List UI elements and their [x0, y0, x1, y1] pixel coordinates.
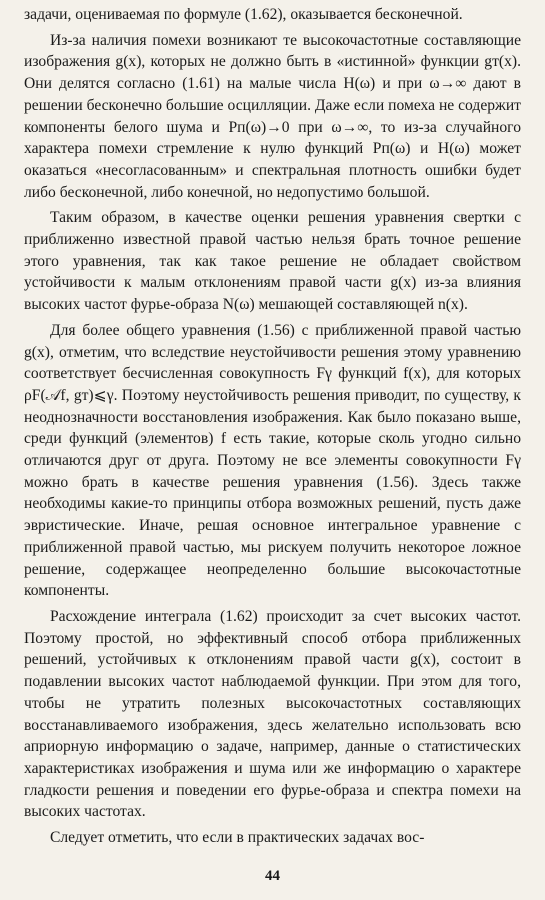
- page-number: 44: [265, 868, 280, 884]
- paragraph-5: Расхождение интеграла (1.62) происходит за счет высоких частот. Поэтому простой, но эффективный способ отбора приближенных решений, устойчивых к отклонениям правой части g(x), состоит в подавлении высоких частот наблюдаемой функции. При этом для того, чтобы не утратить полезных высокочастотных составляющих восстанавливаемого изображения, здесь желательно использовать всю априорную информацию о задаче, например, данные о статистических характеристиках изображения и шума или же информацию о характере гладкости решения и поведении его фурье-образа и спектра помехи на высоких частотах.: [24, 607, 521, 821]
- paragraph-1: задачи, оцениваемая по формуле (1.62), оказывается бесконечной.: [24, 6, 463, 23]
- paragraph-4: Для более общего уравнения (1.56) с приближенной правой частью g(x), отметим, что вследствие неустойчивости решения этому уравнению соответствует бесчисленная совокупность Fγ функций f(x), для которых ρF(𝒜f, gт)⩽γ. Поэтому неустойчивость решения приводит, по существу, к неоднозначности восстановления изображения. Как было показано выше, среди функций (элементов) f есть такие, которые сколь угодно сильно отличаются друг от друга. Поэтому не все элементы совокупности Fγ можно брать в качестве решения уравнения (1.56). Здесь также необходимы какие-то принципы отбора возможных решений, пусть даже эвристические. Иначе, решая основное интегральное уравнение с приближенной правой частью, мы рискуем получить некоторое ложное решение, содержащее неопределенно большие высокочастотные компоненты.: [24, 321, 521, 600]
- paragraph-3: Таким образом, в качестве оценки решения уравнения свертки с приближенно известной правой частью нельзя брать точное решение этого уравнения, так как такое решение не обладает свойством устойчивости к малым отклонениям правой части g(x) из-за влияния высоких частот фурье-образа N(ω) мешающей составляющей n(x).: [24, 209, 521, 314]
- paragraph-2: Из-за наличия помехи возникают те высокочастотные составляющие изображения g(x), которых не должно быть в «истинной» функции gт(x). Они делятся согласно (1.61) на малые числа H(ω) и при ω→∞ дают в решении бесконечно большие осцилляции. Даже если помеха не содержит компоненты белого шума и Pп(ω)→0 при ω→∞, то из-за случайного характера помехи стремление к нулю функций Pп(ω) и H(ω) может оказаться «несогласованным» и спектральная плотность ошибки будет либо бесконечной, либо конечной, но недопустимо большой.: [24, 31, 521, 201]
- paragraph-6: Следует отметить, что если в практических задачах вос-: [50, 829, 425, 847]
